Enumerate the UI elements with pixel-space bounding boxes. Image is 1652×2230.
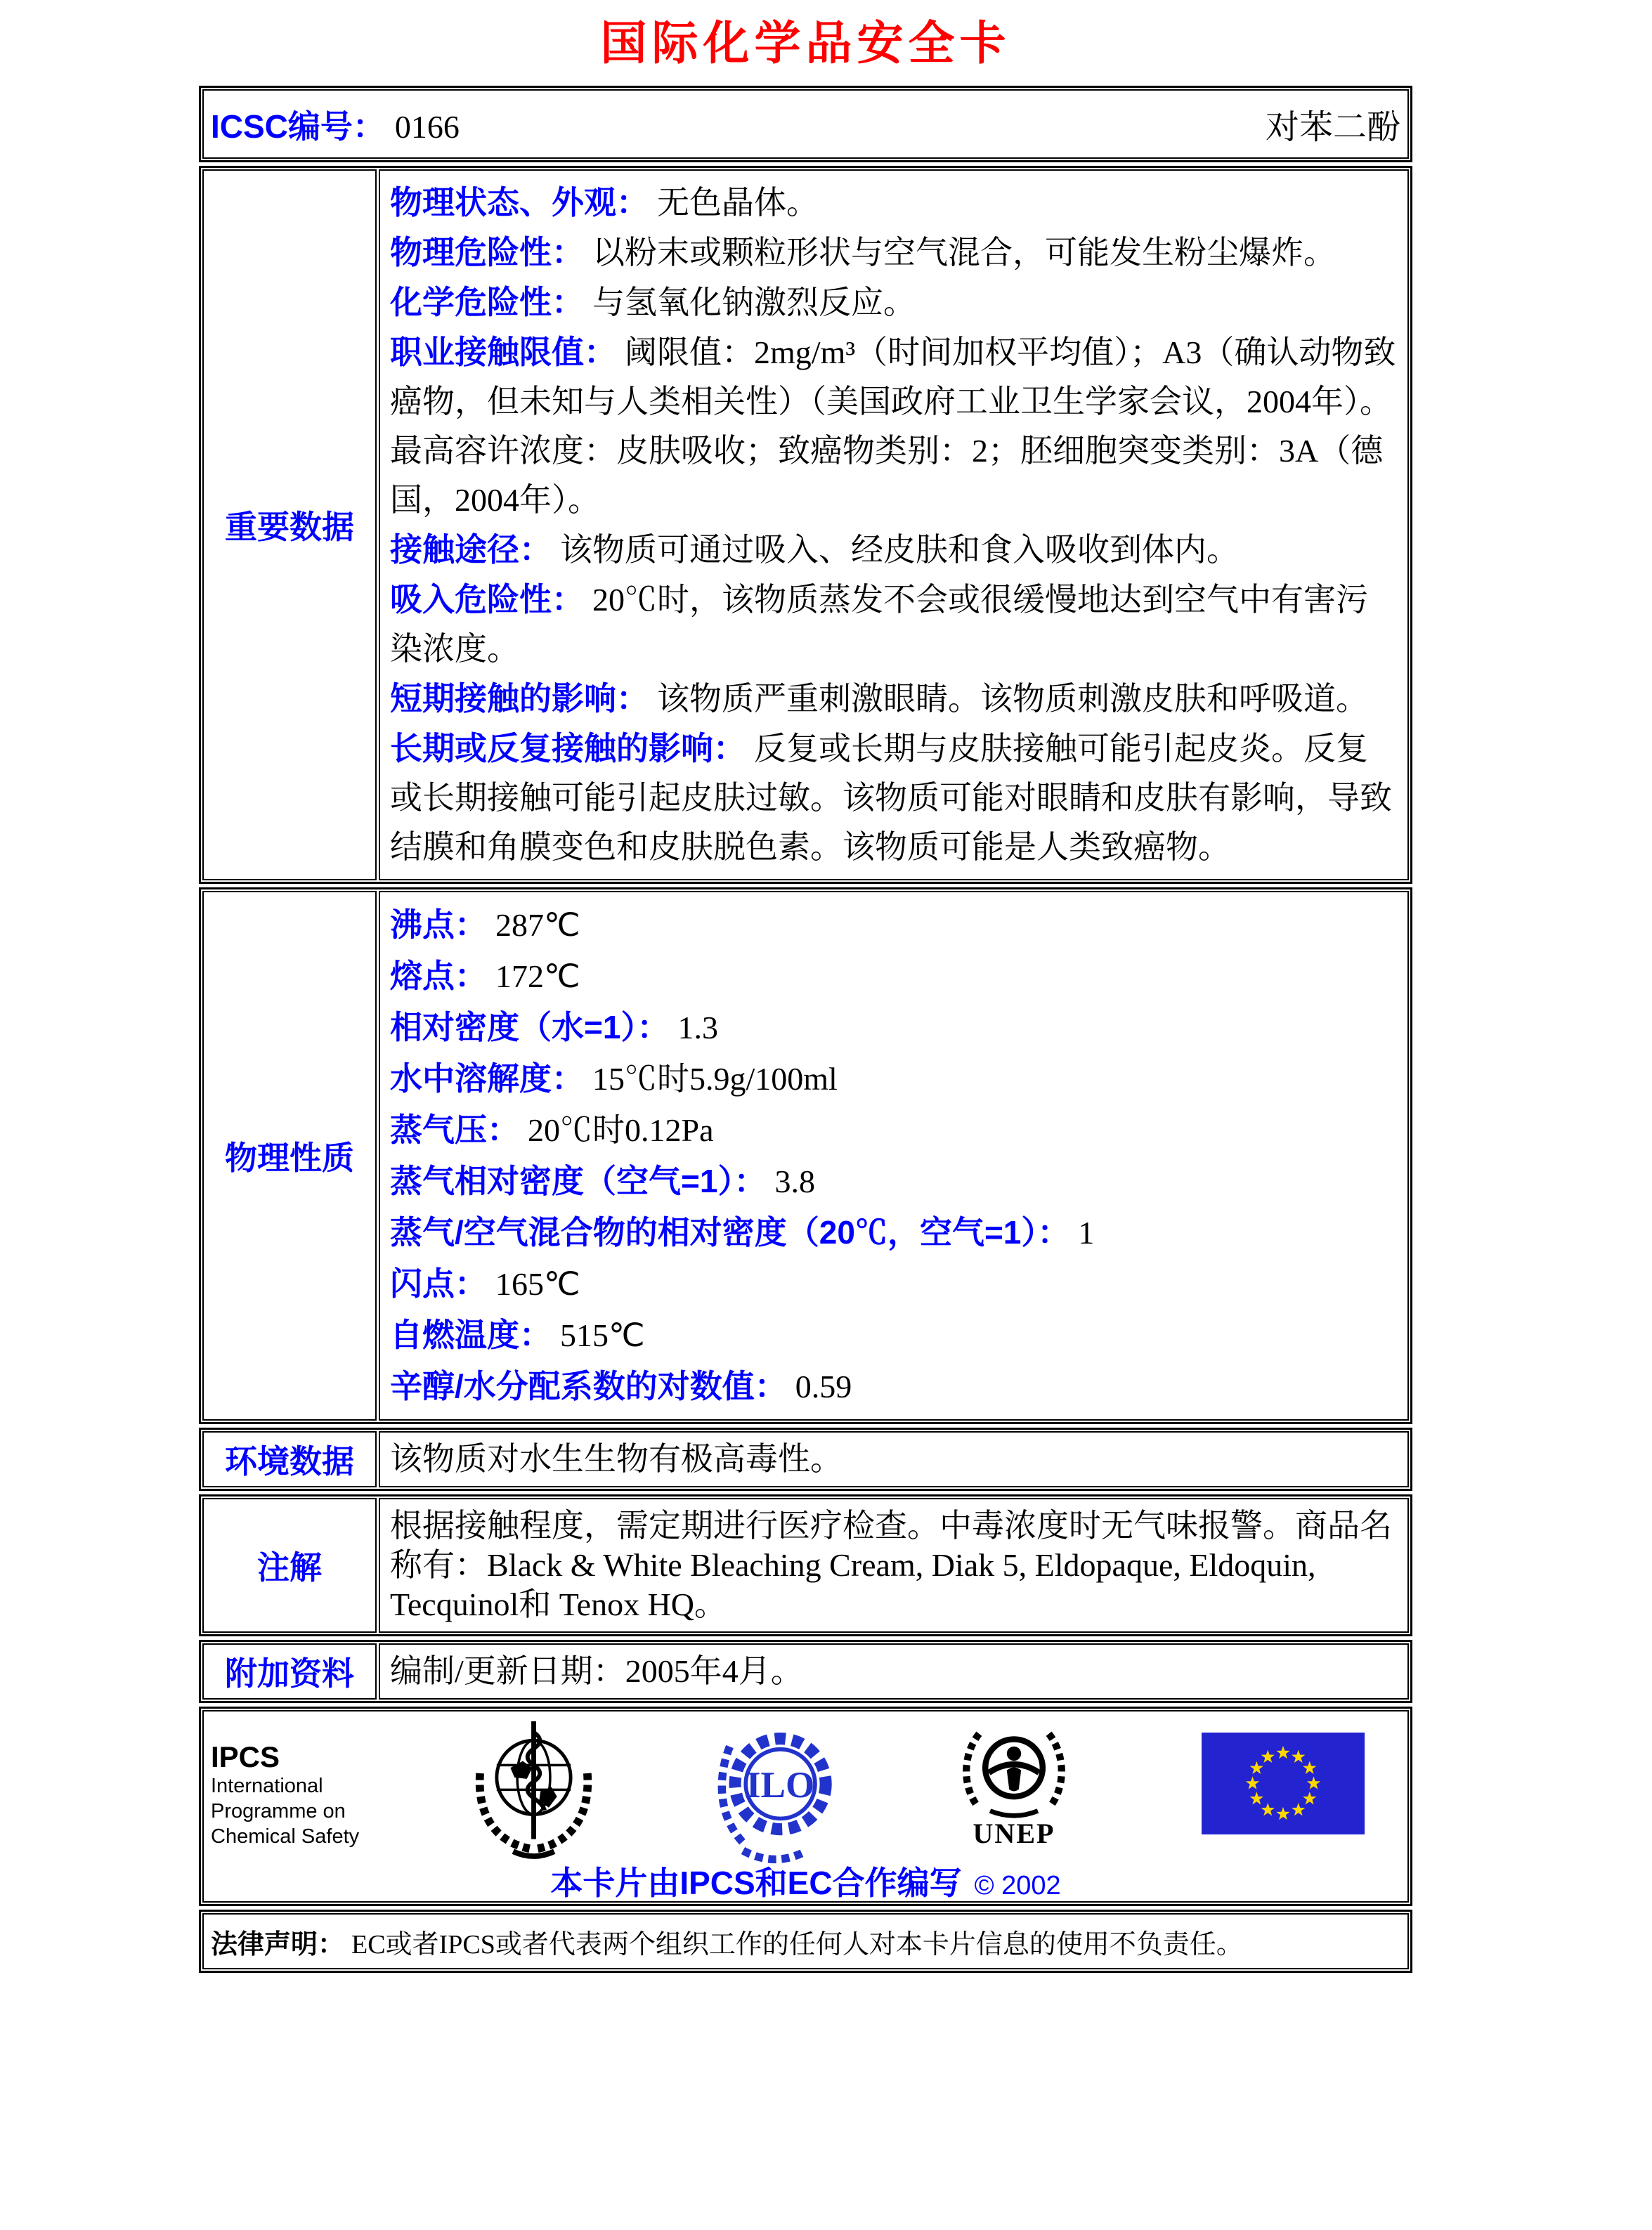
property-item: [390, 899, 1398, 951]
page-title: 国际化学品安全卡: [600, 17, 1011, 69]
data-item-label: 物理危险性：: [390, 234, 584, 270]
property-item-label: 闪点：: [390, 1265, 487, 1302]
data-item: [390, 674, 1398, 724]
property-item-value: 515℃: [560, 1317, 645, 1353]
property-item-value: 172℃: [495, 958, 580, 994]
data-item-value: 阈限值：2mg/m³（时间加权平均值）；A3（确认动物致癌物，但未知与人类相关性）（美国政府工业卫生学家会议，2004年）。最高容许浓度：皮肤吸收；致癌物类别：2；胚细胞突变类别：3A（德国，2004年）。: [390, 334, 1396, 518]
property-item-label: 沸点：: [390, 906, 487, 943]
data-item: [390, 178, 1398, 228]
property-item: [390, 1361, 1398, 1412]
ipcs-text-block: [211, 1741, 359, 1849]
section-environmental-data: [199, 1428, 1412, 1491]
data-item-value: 该物质严重刺激眼睛。该物质刺激皮肤和呼吸道。: [657, 681, 1368, 717]
section-important-data: [199, 166, 1412, 884]
section-label-notes: 注解: [202, 1498, 377, 1633]
environmental-data-text: 该物质对水生生物有极高毒性。: [390, 1441, 843, 1477]
section-notes: [199, 1494, 1412, 1636]
property-item-value: 15℃时5.9g/100ml: [592, 1061, 838, 1097]
property-item-value: 3.8: [774, 1163, 815, 1199]
property-item: [390, 1104, 1398, 1156]
property-item-label: 蒸气压：: [390, 1111, 519, 1148]
property-item-label: 自燃温度：: [390, 1317, 552, 1353]
data-item-label: 接触途径：: [390, 531, 552, 568]
data-item-label: 长期或反复接触的影响：: [390, 730, 746, 767]
property-item-value: 165℃: [495, 1266, 580, 1302]
property-item-value: 0.59: [795, 1369, 852, 1404]
property-item: [390, 1156, 1398, 1207]
notes-text: 根据接触程度，需定期进行医疗检查。中毒浓度时无气味报警。商品名称有：Black & White Bleaching Cream, Diak 5, Eldopaque, Eldoquin, Tecquinol和 Tenox HQ。: [390, 1508, 1392, 1622]
eu-flag-icon: [1202, 1733, 1365, 1834]
legal-row: [199, 1910, 1412, 1973]
ilo-logo-text: ILO: [746, 1765, 815, 1806]
ilo-logo-icon: [708, 1720, 842, 1864]
additional-info-content: [379, 1643, 1409, 1700]
property-item-value: 20℃时0.12Pa: [528, 1112, 714, 1148]
data-item-value: 20℃时，该物质蒸发不会或很缓慢地达到空气中有害污染浓度。: [390, 582, 1368, 667]
property-item: [390, 1258, 1398, 1310]
footer-caption: [204, 1858, 1407, 1904]
legal-text: EC或者IPCS或者代表两个组织工作的任何人对本卡片信息的使用不负责任。: [351, 1929, 1243, 1960]
section-additional-info: [199, 1640, 1412, 1703]
property-item-value: 287℃: [495, 907, 580, 943]
data-item-value: 反复或长期与皮肤接触可能引起皮炎。反复或长期接触可能引起皮肤过敏。该物质可能对眼睛和皮肤有影响，导致结膜和角膜变色和皮肤脱色素。该物质可能是人类致癌物。: [390, 731, 1392, 865]
property-item: [390, 1207, 1398, 1258]
ipcs-line-3: Chemical Safety: [211, 1825, 360, 1848]
section-physical-properties: [199, 887, 1412, 1424]
property-item-label: 熔点：: [390, 958, 487, 994]
important-data-content: [379, 169, 1409, 880]
section-label-additional-info: 附加资料: [202, 1643, 377, 1700]
section-label-important-data: 重要数据: [202, 169, 377, 880]
notes-content: [379, 1498, 1409, 1633]
property-item-label: 相对密度（水=1）：: [390, 1009, 670, 1045]
footer-caption-text: 本卡片由IPCS和EC合作编写: [550, 1865, 962, 1901]
data-item-label: 短期接触的影响：: [390, 680, 649, 717]
data-item-label: 物理状态、外观：: [390, 184, 649, 221]
data-item: [390, 327, 1398, 525]
property-item: [390, 1002, 1398, 1053]
data-item-label: 化学危险性：: [390, 284, 584, 320]
icsc-number-group: [211, 101, 460, 148]
section-label-physical-properties: 物理性质: [202, 891, 377, 1421]
who-logo-icon: [465, 1716, 602, 1860]
section-label-environmental-data: 环境数据: [202, 1431, 377, 1487]
footer-copyright: © 2002: [974, 1871, 1061, 1900]
ipcs-line-1: International: [211, 1775, 323, 1797]
data-item: [390, 278, 1398, 327]
data-item-value: 与氢氧化钠激烈反应。: [592, 285, 916, 320]
property-item: [390, 1310, 1398, 1361]
additional-info-text: 编制/更新日期：2005年4月。: [390, 1653, 803, 1689]
property-item: [390, 951, 1398, 1002]
data-item: [390, 724, 1398, 872]
data-item: [390, 525, 1398, 575]
unep-logo-label: UNEP: [973, 1818, 1055, 1849]
ipcs-acronym: IPCS: [211, 1740, 280, 1773]
data-item-label: 吸入危险性：: [390, 581, 584, 618]
chemical-name: 对苯二酚: [1265, 109, 1400, 146]
header-row: [199, 86, 1412, 162]
icsc-number-label: ICSC编号：: [211, 107, 385, 145]
header-cell: [202, 89, 1409, 159]
data-item-label: 职业接触限值：: [390, 334, 616, 370]
data-item: [390, 228, 1398, 278]
data-item-value: 该物质可通过吸入、经皮肤和食入吸收到体内。: [560, 532, 1239, 568]
ipcs-line-2: Programme on: [211, 1800, 346, 1823]
data-item: [390, 575, 1398, 674]
property-item-label: 蒸气相对密度（空气=1）：: [390, 1163, 767, 1199]
icsc-card: [199, 0, 1412, 1976]
footer-logos-row: [199, 1707, 1412, 1906]
property-item-value: 1: [1078, 1215, 1095, 1251]
icsc-number-value: 0166: [394, 108, 460, 145]
property-item-label: 蒸气/空气混合物的相对密度（20℃，空气=1）：: [390, 1214, 1070, 1251]
property-item: [390, 1053, 1398, 1104]
unep-logo-block: [954, 1720, 1074, 1848]
environmental-data-content: [379, 1431, 1409, 1487]
unep-logo-icon: [954, 1720, 1074, 1818]
data-item-value: 以粉末或颗粒形状与空气混合，可能发生粉尘爆炸。: [592, 235, 1336, 270]
property-item-label: 辛醇/水分配系数的对数值：: [390, 1368, 787, 1404]
legal-cell: [202, 1913, 1409, 1969]
legal-label: 法律声明：: [211, 1929, 345, 1960]
property-item-label: 水中溶解度：: [390, 1060, 584, 1097]
physical-properties-content: [379, 891, 1409, 1421]
data-item-value: 无色晶体。: [657, 185, 819, 221]
property-item-value: 1.3: [677, 1010, 718, 1045]
footer-logos-cell: [202, 1710, 1409, 1903]
